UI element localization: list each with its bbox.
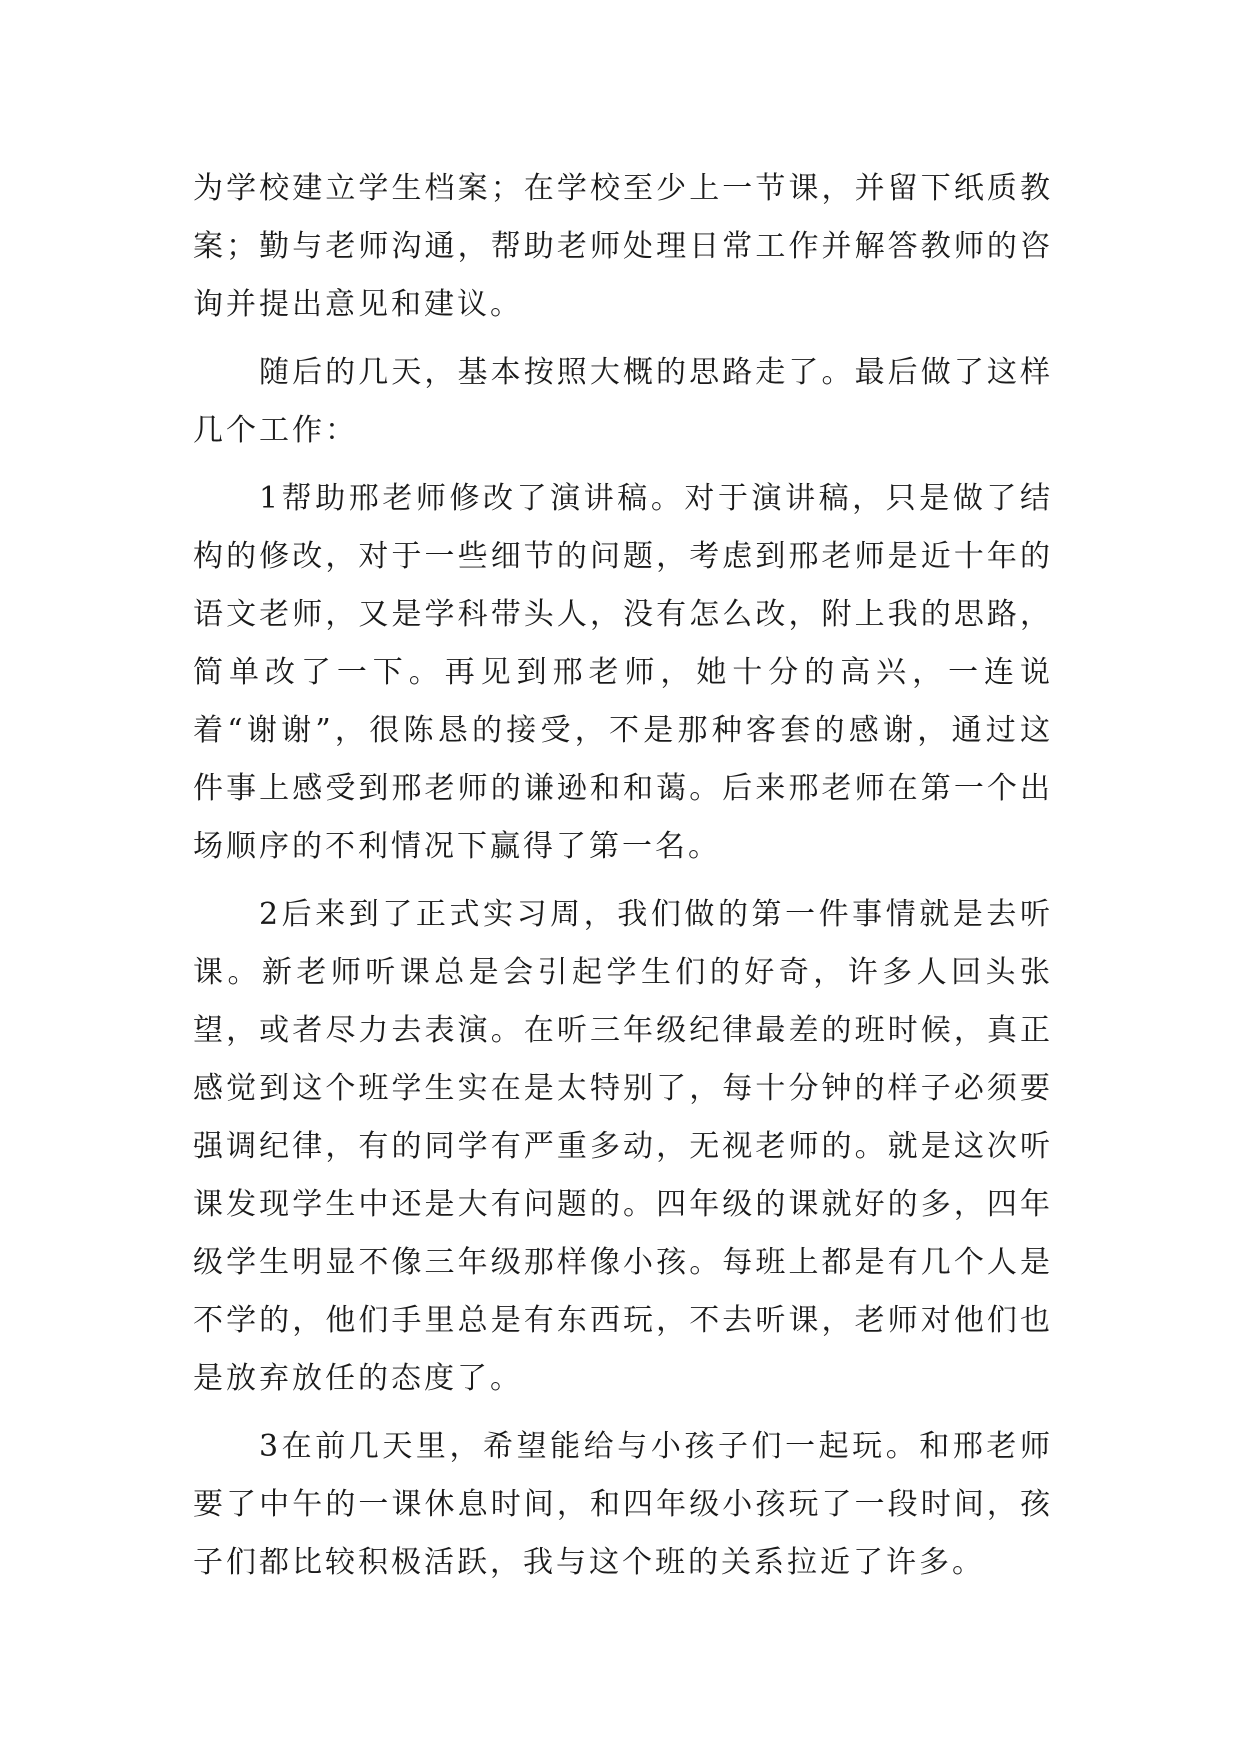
paragraph-5: 3在前几天里，希望能给与小孩子们一起玩。和邢老师要了中午的一课休息时间，和四年级小孩玩了一段时间，孩子们都比较积极活跃，我与这个班的关系拉近了许多。: [193, 1429, 1053, 1580]
paragraph-1: 为学校建立学生档案；在学校至少上一节课，并留下纸质教案；勤与老师沟通，帮助老师处理日常工作并解答教师的咨询并提出意见和建议。: [193, 171, 1053, 322]
paragraph-2: 随后的几天，基本按照大概的思路走了。最后做了这样几个工作：: [193, 355, 1053, 448]
paragraph-3: 1帮助邢老师修改了演讲稿。对于演讲稿，只是做了结构的修改，对于一些细节的问题，考虑到邢老师是近十年的语文老师，又是学科带头人，没有怎么改，附上我的思路，简单改了一下。再见到邢老师，她十分的高兴，一连说着“谢谢”，很陈恳的接受，不是那种客套的感谢，通过这件事上感受到邢老师的谦逊和和蔼。后来邢老师在第一个出场顺序的不利情况下赢得了第一名。: [193, 481, 1053, 864]
document-body: [193, 160, 1053, 1592]
paragraph-4: 2后来到了正式实习周，我们做的第一件事情就是去听课。新老师听课总是会引起学生们的好奇，许多人回头张望，或者尽力去表演。在听三年级纪律最差的班时候，真正感觉到这个班学生实在是太特别了，每十分钟的样子必须要强调纪律，有的同学有严重多动，无视老师的。就是这次听课发现学生中还是大有问题的。四年级的课就好的多，四年级学生明显不像三年级那样像小孩。每班上都是有几个人是不学的，他们手里总是有东西玩，不去听课，老师对他们也是放弃放任的态度了。: [193, 897, 1053, 1396]
